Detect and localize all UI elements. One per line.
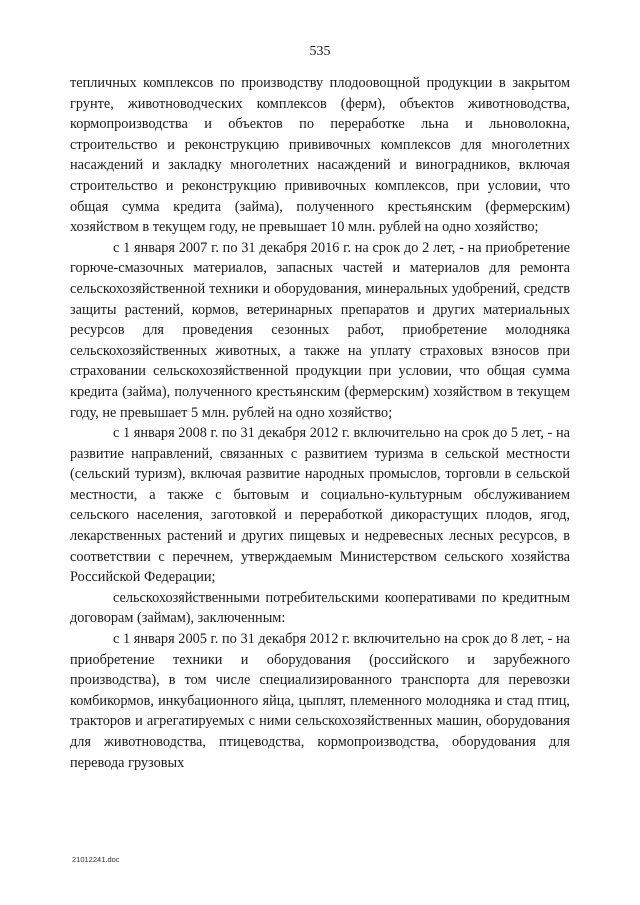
- paragraph-2: с 1 января 2007 г. по 31 декабря 2016 г. на срок до 2 лет, - на приобретение горюче-смазочных материалов, запасных частей и материалов для ремонта сельскохозяйственной техники и оборудования, минеральных удобрений, средств защиты растений, кормов, ветеринарных препаратов и других материальных ресурсов для проведения сезонных работ, приобретение молодняка сельскохозяйственных животных, а также на уплату страховых взносов при страховании сельскохозяйственной продукции при условии, что общая сумма кредита (займа), полученного крестьянским (фермерским) хозяйством в текущем году, не превышает 5 млн. рублей на одно хозяйство;: [70, 239, 570, 421]
- footer-filename: 21012241.doc: [72, 855, 120, 864]
- paragraph-1: тепличных комплексов по производству плодоовощной продукции в закрытом грунте, животноводческих комплексов (ферм), объектов животноводства, кормопроизводства и объектов по переработке льна и льноволокна, строительство и реконструкцию прививочных комплексов для многолетних насаждений и закладку многолетних насаждений и виноградников, включая строительство и реконструкцию прививочных комплексов, при условии, что общая сумма кредита (займа), полученного крестьянским (фермерским) хозяйством в текущем году, не превышает 10 млн. рублей на одно хозяйство;: [70, 75, 570, 236]
- document-body: [70, 73, 570, 773]
- page-number: 535: [309, 44, 331, 59]
- paragraph-3: с 1 января 2008 г. по 31 декабря 2012 г. включительно на срок до 5 лет, - на развитие направлений, связанных с развитием туризма в сельской местности (сельский туризм), включая развитие народных промыслов, торговли в сельской местности, а также с бытовым и социально-культурным обслуживанием сельского населения, заготовкой и переработкой дикорастущих плодов, ягод, лекарственных растений и других пищевых и недревесных лесных ресурсов, в соответствии с перечнем, утверждаемым Министерством сельского хозяйства Российской Федерации;: [70, 425, 570, 586]
- paragraph-5: с 1 января 2005 г. по 31 декабря 2012 г. включительно на срок до 8 лет, - на приобретение техники и оборудования (российского и зарубежного производства), в том числе специализированного транспорта для перевозки комбикормов, инкубационного яйца, цыплят, племенного молодняка и стад птиц, тракторов и агрегатируемых с ними сельскохозяйственных машин, оборудования для животноводства, птицеводства, кормопроизводства, оборудования для перевода грузовых: [70, 631, 570, 771]
- paragraph-4: сельскохозяйственными потребительскими кооперативами по кредитным договорам (займам), заключенным:: [70, 589, 570, 627]
